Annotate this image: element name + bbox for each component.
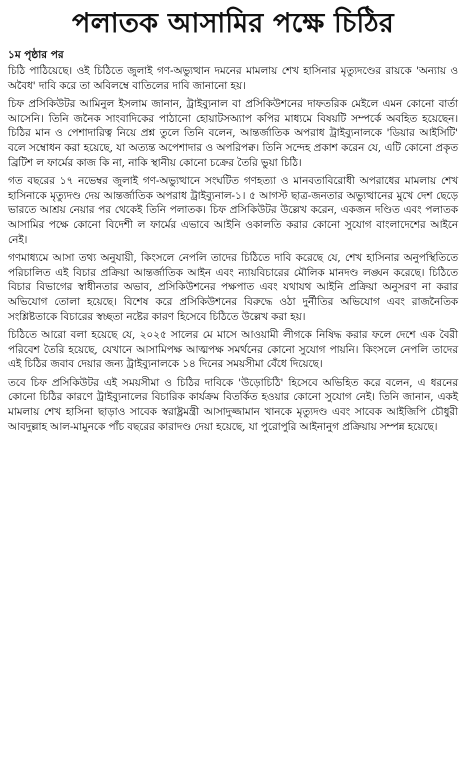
headline: পলাতক আসামির পক্ষে চিঠির: [72, 8, 394, 39]
paragraph-5: চিঠিতে আরো বলা হয়েছে যে, ২০২৫ সালের মে মাসে আওয়ামী লীগকে নিষিদ্ধ করার ফলে দেশে এক বৈরী পরিবেশ তৈরি হয়েছে, যেখানে আসামিপক্ষ আত্মপক্ষ সমর্থনের কোনো সুযোগ পায়নি। কিংসলে নেপলি তাদের এই চিঠির জবাব দেয়ার জন্য ট্রাইব্যুনালকে ১৪ দিনের সময়সীমা বেঁধে দিয়েছে।: [8, 329, 458, 371]
paragraph-6: তবে চিফ প্রসিকিউটর এই সময়সীমা ও চিঠির দাবিকে 'উড়োচিঠি' হিসেবে অভিহিত করে বলেন, এ ধরনের কোনো চিঠির কারণে ট্রাইব্যুনালের বিচারিক কার্যক্রম বিতর্কিত হওয়ার কোনো সুযোগ নেই। তিনি জানান, একই মামলায় শেখ হাসিনা ছাড়াও সাবেক স্বরাষ্ট্রমন্ত্রী আসাদুজ্জামান খানকে মৃত্যুদণ্ড এবং সাবেক আইজিপি চৌধুরী আবদুল্লাহ আল-মামুনকে পাঁচ বছরের কারাদণ্ড দেয়া হয়েছে, যা পুরোপুরি আইনানুগ প্রক্রিয়ায় সম্পন্ন হয়েছে।: [8, 376, 458, 433]
continued-from-page-label: ১ম পৃষ্ঠার পর: [8, 49, 64, 61]
paragraph-1: চিঠি পাঠিয়েছে। ওই চিঠিতে জুলাই গণ-অভ্যুত্থান দমনের মামলায় শেখ হাসিনার মৃত্যুদণ্ডের রায়কে 'অন্যায় ও অবৈধ' দাবি করে তা অবিলম্বে বাতিলের দাবি জানানো হয়।: [8, 65, 458, 92]
article-body: [8, 64, 458, 434]
paragraph-4: গণমাধ্যমে আসা তথ্য অনুযায়ী, কিংসলে নেপলি তাদের চিঠিতে দাবি করেছে যে, শেখ হাসিনার অনুপস্থিতিতে পরিচালিত এই বিচার প্রক্রিয়া আন্তর্জাতিক আইন এবং ন্যায়বিচারের মৌলিক মানদণ্ড লঙ্ঘন করেছে। চিঠিতে বিচার বিভাগের স্বাধীনতার অভাব, প্রসিকিউশনের পক্ষপাত এবং যথাযথ আইনি প্রক্রিয়া অনুসরণ না করার অভিযোগ তোলা হয়েছে। বিশেষ করে প্রসিকিউশনের বিরুদ্ধে ওঠা দুর্নীতির অভিযোগ এবং রাজনৈতিক সংশ্লিষ্টতাকে বিচারের স্বচ্ছতা নষ্টের কারণ হিসেবে চিঠিতে উল্লেখ করা হয়।: [8, 252, 458, 323]
paragraph-2: চিফ প্রসিকিউটর আমিনুল ইসলাম জানান, ট্রাইব্যুনাল বা প্রসিকিউশনের দাফতরিক মেইলে এমন কোনো বার্তা আসেনি। তিনি জনৈক সাংবাদিকের পাঠানো হোয়াটসঅ্যাপ কপির মাধ্যমে বিষয়টি সম্পর্কে অবহিত হয়েছেন। চিঠির মান ও পেশাদারিত্ব নিয়ে প্রশ্ন তুলে তিনি বলেন, আন্তর্জাতিক অপরাধ ট্রাইব্যুনালকে 'ডিয়ার আইসিটি' বলে সম্বোধন করা হয়েছে, যা অত্যন্ত অপেশাদার ও অপরিপক্ব। তিনি সন্দেহ প্রকাশ করেন যে, এটি কোনো প্রকৃত ব্রিটিশ ল ফার্মের কাজ কি না, নাকি স্থানীয় কোনো চক্রের তৈরি ভুয়া চিঠি।: [8, 98, 458, 169]
paragraph-3: গত বছরের ১৭ নভেম্বর জুলাই গণ-অভ্যুত্থানে সংঘটিত গণহত্যা ও মানবতাবিরোধী অপরাধের মামলায় শেখ হাসিনাকে মৃত্যুদণ্ড দেয় আন্তর্জাতিক অপরাধ ট্রাইব্যুনাল-১। ৫ আগস্ট ছাত্র-জনতার অভ্যুত্থানের মুখে দেশ ছেড়ে ভারতে আশ্রয় নেয়ার পর থেকেই তিনি পলাতক। চিফ প্রসিকিউটর উল্লেখ করেন, একজন দণ্ডিত এবং পলাতক আসামির পক্ষে কোনো বিদেশী ল ফার্মের এভাবে আইনি ওকালতি করার কোনো সুযোগ বাংলাদেশের আইনে নেই।: [8, 175, 458, 246]
